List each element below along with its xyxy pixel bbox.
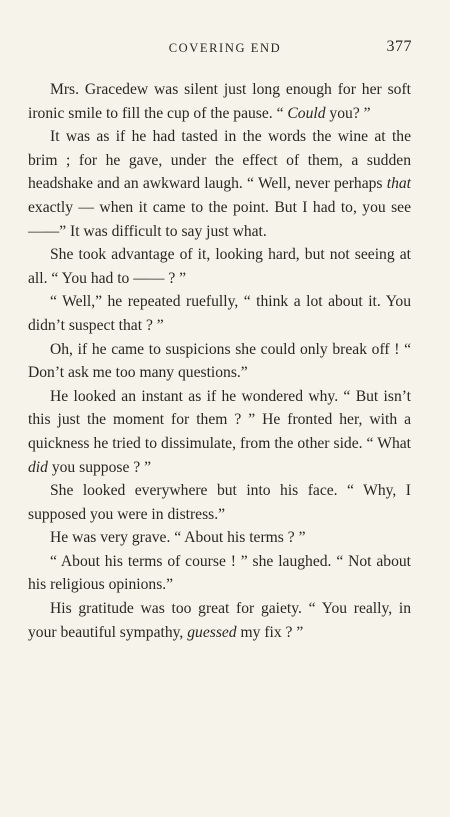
text-run: Oh, if he came to suspicions she could only break off ! “ Don’t ask me too many questions.”: [28, 340, 411, 382]
italic-text: did: [28, 458, 48, 476]
text-run: you suppose ? ”: [47, 458, 152, 476]
text-run: It was as if he had tasted in the words the wine at the brim ; for he gave, under the effect of them, a sudden headshake and an awkward laugh. “ Well, never perhaps: [28, 128, 411, 193]
italic-text: Could: [287, 104, 326, 122]
running-head: [38, 38, 412, 60]
paragraph: [28, 385, 411, 479]
page-number: 377: [386, 38, 412, 55]
paragraph: [28, 78, 411, 125]
text-run: Mrs. Gracedew was silent just long enough for her soft ironic smile to fill the cup of the pause. “: [28, 81, 411, 122]
italic-text: that: [386, 175, 411, 193]
text-run: He was very grave. “ About his terms ? ”: [50, 529, 306, 547]
text-run: She took advantage of it, looking hard, but not seeing at all. “ You had to —— ? ”: [28, 246, 411, 287]
text-run: you? ”: [325, 104, 371, 122]
paragraph: [28, 338, 411, 385]
paragraph: [28, 597, 411, 644]
paragraph: [28, 550, 411, 597]
text-run: His gratitude was too great for gaiety. “ You really, in your beautiful sympathy,: [28, 600, 411, 641]
paragraph: [28, 290, 411, 337]
text-run: “ Well,” he repeated ruefully, “ think a lot about it. You didn’t suspect that ? ”: [28, 293, 411, 334]
paragraph: [28, 243, 411, 290]
body-text: [28, 78, 411, 644]
text-run: She looked everywhere but into his face. “ Why, I supposed you were in distress.”: [28, 482, 411, 523]
text-run: exactly — when it came to the point. But I had to, you see ——” It was difficult to say just what.: [28, 198, 411, 240]
running-head-title: COVERING END: [168, 41, 282, 55]
italic-text: guessed: [187, 623, 237, 641]
paragraph: [28, 125, 411, 243]
paragraph: [28, 479, 411, 526]
text-run: He looked an instant as if he wondered why. “ But isn’t this just the moment for them ? ” He fronted her, with a quickness he tried to dissimulate, from the other side. “ What: [28, 387, 411, 452]
text-run: my fix ? ”: [236, 623, 304, 641]
paragraph: [28, 526, 411, 550]
text-run: “ About his terms of course ! ” she laughed. “ Not about his religious opinions.”: [28, 552, 411, 594]
